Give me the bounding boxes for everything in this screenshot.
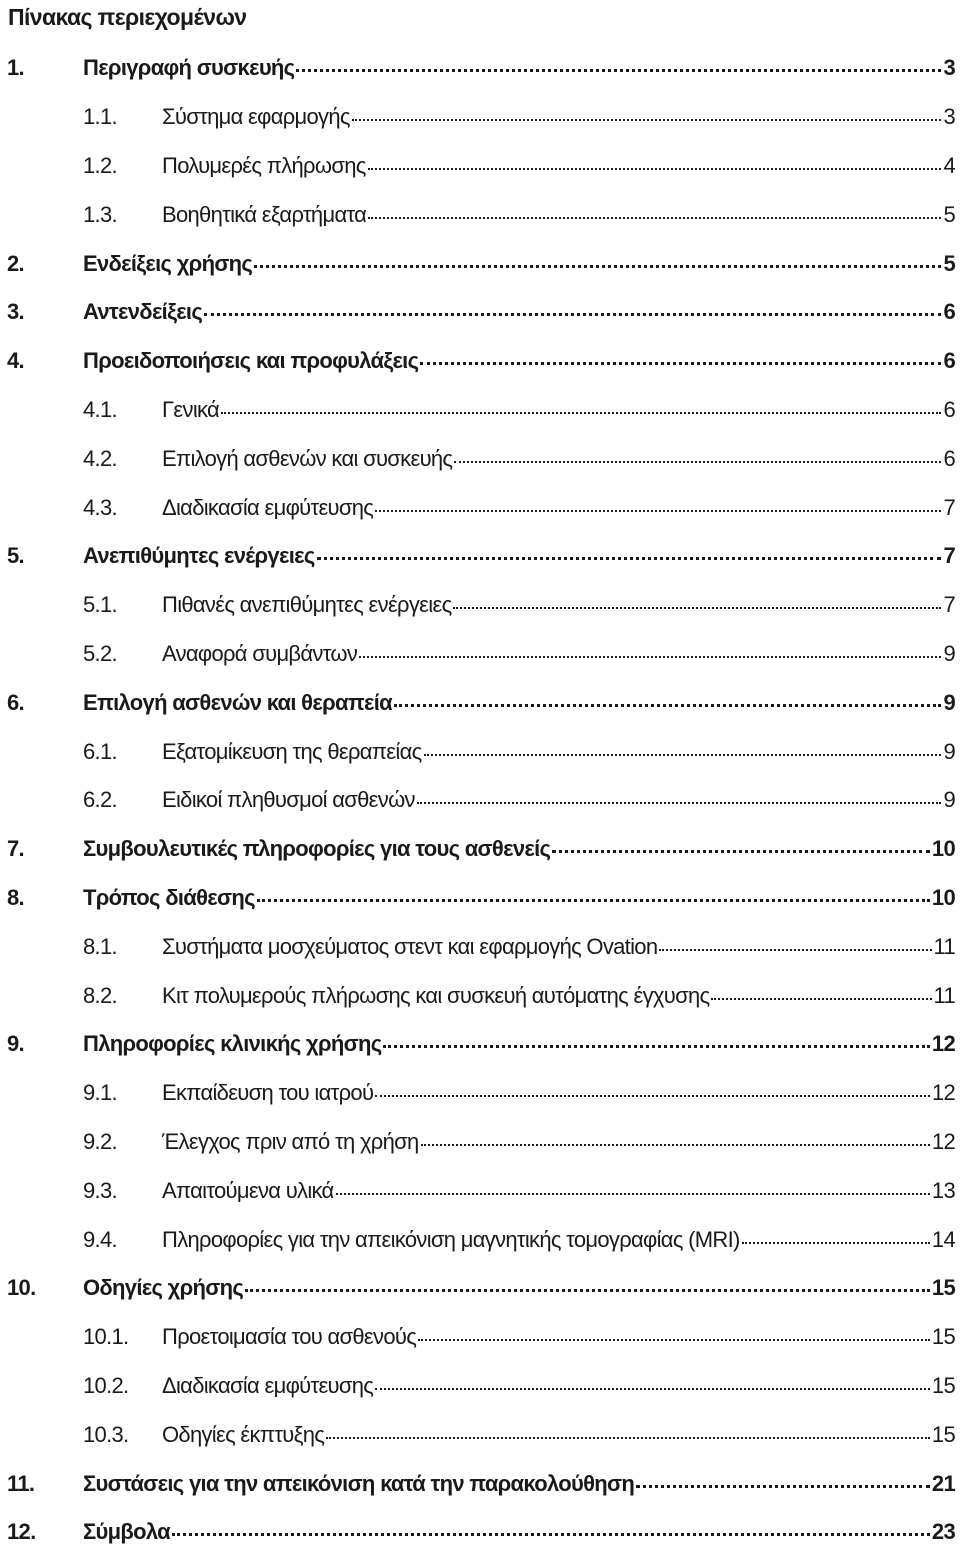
dot-leader bbox=[417, 802, 942, 804]
toc-entry-label[interactable]: Συστάσεις για την απεικόνιση κατά την παρακολούθηση bbox=[83, 1470, 635, 1496]
toc-entry-page-number: 9 bbox=[943, 738, 955, 764]
toc-entry-number: 5.1. bbox=[83, 592, 117, 618]
toc-entry-number: 4. bbox=[7, 348, 24, 374]
toc-entry-line bbox=[162, 592, 955, 618]
toc-entry-number: 7. bbox=[7, 836, 24, 862]
toc-entry[interactable] bbox=[0, 386, 960, 435]
toc-entry-line bbox=[162, 934, 955, 960]
toc-entry-number: 10.1. bbox=[83, 1324, 129, 1350]
toc-entry-line bbox=[162, 1324, 955, 1350]
toc-entry[interactable] bbox=[0, 776, 960, 825]
toc-entry-line bbox=[162, 1373, 955, 1399]
toc-entry-page-number: 9 bbox=[943, 787, 955, 813]
toc-entry[interactable] bbox=[0, 581, 960, 630]
toc-entry[interactable] bbox=[0, 630, 960, 679]
toc-entry[interactable] bbox=[0, 1264, 960, 1313]
toc-entry[interactable] bbox=[0, 971, 960, 1020]
dot-leader bbox=[552, 850, 930, 853]
toc-entry-page-number: 11 bbox=[933, 982, 955, 1008]
toc-entry-number: 1.2. bbox=[83, 152, 117, 178]
toc-entry-number: 9.4. bbox=[83, 1226, 117, 1252]
toc-entry-number: 1.1. bbox=[83, 104, 117, 130]
toc-entry[interactable] bbox=[0, 678, 960, 727]
dot-leader bbox=[368, 217, 941, 219]
toc-entry-number: 10.3. bbox=[83, 1421, 129, 1447]
toc-entry-line bbox=[83, 299, 955, 325]
toc-entry-label[interactable]: Πληροφορίες για την απεικόνιση μαγνητικής τομογραφίας (MRI) bbox=[162, 1226, 740, 1252]
toc-entry-page-number: 15 bbox=[931, 1372, 955, 1398]
toc-list bbox=[0, 44, 960, 1557]
toc-entry-number: 9.1. bbox=[83, 1080, 117, 1106]
toc-entry-label[interactable]: Γενικά bbox=[162, 396, 220, 422]
dot-leader bbox=[383, 1045, 929, 1048]
toc-entry-line bbox=[83, 1519, 955, 1545]
toc-entry-number: 4.3. bbox=[83, 494, 117, 520]
toc-entry-page-number: 12 bbox=[931, 1128, 955, 1154]
toc-entry-number: 5.2. bbox=[83, 640, 117, 666]
toc-entry-page-number: 12 bbox=[931, 1080, 955, 1106]
dot-leader bbox=[254, 265, 941, 268]
toc-entry-label[interactable]: Βοηθητικά εξαρτήματα bbox=[162, 201, 367, 227]
toc-entry[interactable] bbox=[0, 1020, 960, 1069]
dot-leader bbox=[352, 119, 942, 121]
toc-entry-label[interactable]: Προειδοποιήσεις και προφυλάξεις bbox=[83, 348, 419, 374]
dot-leader bbox=[368, 168, 942, 170]
toc-entry-page-number: 13 bbox=[931, 1177, 955, 1203]
toc-entry[interactable] bbox=[0, 922, 960, 971]
toc-entry-page-number: 21 bbox=[931, 1470, 955, 1496]
toc-entry-label[interactable]: Οδηγίες χρήσης bbox=[83, 1275, 244, 1301]
toc-entry-page-number: 7 bbox=[943, 543, 955, 569]
toc-entry-line bbox=[83, 543, 955, 569]
toc-entry-line bbox=[162, 983, 955, 1009]
toc-entry-label[interactable]: Ειδικοί πληθυσμοί ασθενών bbox=[162, 787, 415, 813]
toc-entry-page-number: 11 bbox=[933, 933, 955, 959]
dot-leader bbox=[375, 1388, 930, 1390]
toc-entry[interactable] bbox=[0, 337, 960, 386]
toc-entry-number: 1. bbox=[7, 55, 24, 81]
dot-leader bbox=[636, 1485, 930, 1488]
toc-entry[interactable] bbox=[0, 1508, 960, 1557]
toc-entry[interactable] bbox=[0, 1313, 960, 1362]
toc-entry-page-number: 15 bbox=[931, 1324, 955, 1350]
toc-entry-label[interactable]: Απαιτούμενα υλικά bbox=[162, 1177, 334, 1203]
toc-entry[interactable] bbox=[0, 44, 960, 93]
toc-entry-page-number: 9 bbox=[943, 689, 955, 715]
toc-entry-number: 6. bbox=[7, 689, 24, 715]
toc-entry-label[interactable]: Ανεπιθύμητες ενέργειες bbox=[83, 543, 315, 569]
dot-leader bbox=[454, 461, 941, 463]
toc-entry-line bbox=[162, 153, 955, 179]
toc-entry-label[interactable]: Σύστημα εφαρμογής bbox=[162, 104, 350, 130]
toc-entry-number: 4.2. bbox=[83, 445, 117, 471]
toc-entry-page-number: 5 bbox=[943, 201, 955, 227]
toc-entry[interactable] bbox=[0, 288, 960, 337]
toc-entry-label[interactable]: Πιθανές ανεπιθύμητες ενέργειες bbox=[162, 592, 452, 618]
toc-entry[interactable] bbox=[0, 1118, 960, 1167]
toc-entry[interactable] bbox=[0, 93, 960, 142]
dot-leader bbox=[296, 69, 941, 72]
toc-entry-line bbox=[162, 1178, 955, 1204]
toc-entry[interactable] bbox=[0, 874, 960, 923]
toc-entry-label[interactable]: Συστήματα μοσχεύματος στεντ και εφαρμογής Ovation bbox=[162, 933, 658, 959]
toc-entry-line bbox=[162, 739, 955, 765]
toc-entry-line bbox=[162, 446, 955, 472]
dot-leader bbox=[420, 362, 941, 365]
toc-entry-label[interactable]: Αναφορά συμβάντων bbox=[162, 640, 358, 666]
toc-title: Πίνακας περιεχομένων bbox=[8, 4, 247, 30]
dot-leader bbox=[317, 557, 942, 560]
toc-entry-line bbox=[162, 787, 955, 813]
dot-leader bbox=[659, 949, 931, 951]
dot-leader bbox=[375, 1095, 930, 1097]
toc-entry-label[interactable]: Συμβουλευτικές πληροφορίες για τους ασθενείς bbox=[83, 836, 551, 862]
dot-leader bbox=[221, 412, 941, 414]
toc-entry[interactable] bbox=[0, 1069, 960, 1118]
dot-leader bbox=[424, 754, 942, 756]
toc-entry[interactable] bbox=[0, 190, 960, 239]
toc-entry-label[interactable]: Πολυμερές πλήρωσης bbox=[162, 152, 366, 178]
toc-entry-line bbox=[162, 1080, 955, 1106]
toc-entry-line bbox=[83, 1275, 955, 1301]
toc-entry-number: 10. bbox=[7, 1275, 36, 1301]
dot-leader bbox=[204, 313, 941, 316]
dot-leader bbox=[172, 1533, 930, 1536]
toc-entry[interactable] bbox=[0, 483, 960, 532]
toc-entry-line bbox=[83, 1031, 955, 1057]
dot-leader bbox=[453, 607, 941, 609]
dot-leader bbox=[711, 998, 931, 1000]
toc-entry-line bbox=[83, 348, 955, 374]
toc-entry-line bbox=[83, 836, 955, 862]
toc-entry-line bbox=[162, 202, 955, 228]
toc-entry-label[interactable]: Εκπαίδευση του ιατρού bbox=[162, 1080, 374, 1106]
toc-entry-page-number: 7 bbox=[943, 592, 955, 618]
toc-entry-page-number: 7 bbox=[943, 494, 955, 520]
toc-entry[interactable] bbox=[0, 1410, 960, 1459]
toc-entry[interactable] bbox=[0, 142, 960, 191]
toc-entry-line bbox=[83, 690, 955, 716]
toc-entry-label[interactable]: Διαδικασία εμφύτευσης bbox=[162, 1372, 374, 1398]
toc-entry-page-number: 4 bbox=[943, 152, 955, 178]
toc-entry-page-number: 10 bbox=[931, 836, 955, 862]
toc-entry-number: 8.1. bbox=[83, 933, 117, 959]
toc-entry[interactable] bbox=[0, 434, 960, 483]
toc-entry-line bbox=[83, 1471, 955, 1497]
dot-leader bbox=[326, 1437, 930, 1439]
toc-entry-label[interactable]: Τρόπος διάθεσης bbox=[83, 884, 255, 910]
dot-leader bbox=[421, 1144, 930, 1146]
toc-entry-number: 2. bbox=[7, 250, 24, 276]
toc-entry-number: 9.2. bbox=[83, 1128, 117, 1154]
toc-entry[interactable] bbox=[0, 825, 960, 874]
toc-entry-label[interactable]: Περιγραφή συσκευής bbox=[83, 55, 295, 81]
toc-entry-line bbox=[83, 55, 955, 81]
toc-entry-number: 6.1. bbox=[83, 738, 117, 764]
toc-entry-label[interactable]: Επιλογή ασθενών και θεραπεία bbox=[83, 689, 392, 715]
dot-leader bbox=[394, 704, 941, 707]
dot-leader bbox=[245, 1289, 930, 1292]
toc-entry-label[interactable]: Έλεγχος πριν από τη χρήση bbox=[162, 1128, 419, 1154]
toc-entry-number: 12. bbox=[7, 1519, 36, 1545]
toc-entry-label[interactable]: Σύμβολα bbox=[83, 1519, 170, 1545]
toc-entry[interactable] bbox=[0, 727, 960, 776]
toc-entry-page-number: 12 bbox=[931, 1031, 955, 1057]
toc-entry[interactable] bbox=[0, 1459, 960, 1508]
toc-entry-page-number: 6 bbox=[943, 445, 955, 471]
toc-entry-page-number: 15 bbox=[931, 1275, 955, 1301]
dot-leader bbox=[336, 1193, 930, 1195]
toc-entry-page-number: 23 bbox=[931, 1519, 955, 1545]
toc-entry[interactable] bbox=[0, 532, 960, 581]
toc-entry-line bbox=[162, 1422, 955, 1448]
toc-entry-number: 11. bbox=[7, 1470, 35, 1496]
toc-entry-line bbox=[83, 885, 955, 911]
toc-entry-page-number: 15 bbox=[931, 1421, 955, 1447]
toc-entry-number: 9. bbox=[7, 1031, 24, 1057]
toc-entry-line bbox=[162, 495, 955, 521]
toc-entry-line bbox=[162, 1227, 955, 1253]
toc-entry-label[interactable]: Διαδικασία εμφύτευσης bbox=[162, 494, 374, 520]
toc-entry-number: 8. bbox=[7, 884, 24, 910]
toc-entry-label[interactable]: Πληροφορίες κλινικής χρήσης bbox=[83, 1031, 382, 1057]
toc-entry-label[interactable]: Ενδείξεις χρήσης bbox=[83, 250, 253, 276]
toc-entry[interactable] bbox=[0, 239, 960, 288]
toc-entry-label[interactable]: Κιτ πολυμερούς πλήρωσης και συσκευή αυτόματης έγχυσης bbox=[162, 982, 710, 1008]
toc-entry-page-number: 3 bbox=[943, 55, 955, 81]
toc-entry[interactable] bbox=[0, 1215, 960, 1264]
toc-entry-number: 5. bbox=[7, 543, 24, 569]
dot-leader bbox=[742, 1242, 930, 1244]
toc-entry-label[interactable]: Οδηγίες έκπτυξης bbox=[162, 1421, 325, 1447]
toc-entry-label[interactable]: Προετοιμασία του ασθενούς bbox=[162, 1324, 417, 1350]
toc-entry-page-number: 5 bbox=[943, 250, 955, 276]
toc-entry-line bbox=[83, 251, 955, 277]
toc-entry[interactable] bbox=[0, 1362, 960, 1411]
toc-entry-page-number: 9 bbox=[943, 640, 955, 666]
toc-entry-label[interactable]: Εξατομίκευση της θεραπείας bbox=[162, 738, 422, 764]
toc-entry-line bbox=[162, 104, 955, 130]
toc-entry-page-number: 3 bbox=[943, 104, 955, 130]
dot-leader bbox=[257, 899, 930, 902]
toc-entry-line bbox=[162, 1129, 955, 1155]
toc-entry-page-number: 10 bbox=[931, 884, 955, 910]
toc-entry-number: 10.2. bbox=[83, 1372, 129, 1398]
toc-entry[interactable] bbox=[0, 1166, 960, 1215]
toc-entry-page-number: 6 bbox=[943, 299, 955, 325]
toc-entry-page-number: 14 bbox=[931, 1226, 955, 1252]
dot-leader bbox=[418, 1339, 930, 1341]
toc-entry-number: 3. bbox=[7, 299, 24, 325]
toc-entry-label[interactable]: Αντενδείξεις bbox=[83, 299, 203, 325]
toc-entry-label[interactable]: Επιλογή ασθενών και συσκευής bbox=[162, 445, 453, 471]
toc-entry-number: 6.2. bbox=[83, 787, 117, 813]
dot-leader bbox=[359, 656, 941, 658]
toc-entry-line bbox=[162, 641, 955, 667]
toc-entry-number: 1.3. bbox=[83, 201, 117, 227]
toc-entry-number: 9.3. bbox=[83, 1177, 117, 1203]
toc-entry-page-number: 6 bbox=[943, 396, 955, 422]
toc-entry-page-number: 6 bbox=[943, 348, 955, 374]
toc-entry-line bbox=[162, 397, 955, 423]
toc-entry-number: 8.2. bbox=[83, 982, 117, 1008]
toc-entry-number: 4.1. bbox=[83, 396, 117, 422]
dot-leader bbox=[375, 510, 941, 512]
